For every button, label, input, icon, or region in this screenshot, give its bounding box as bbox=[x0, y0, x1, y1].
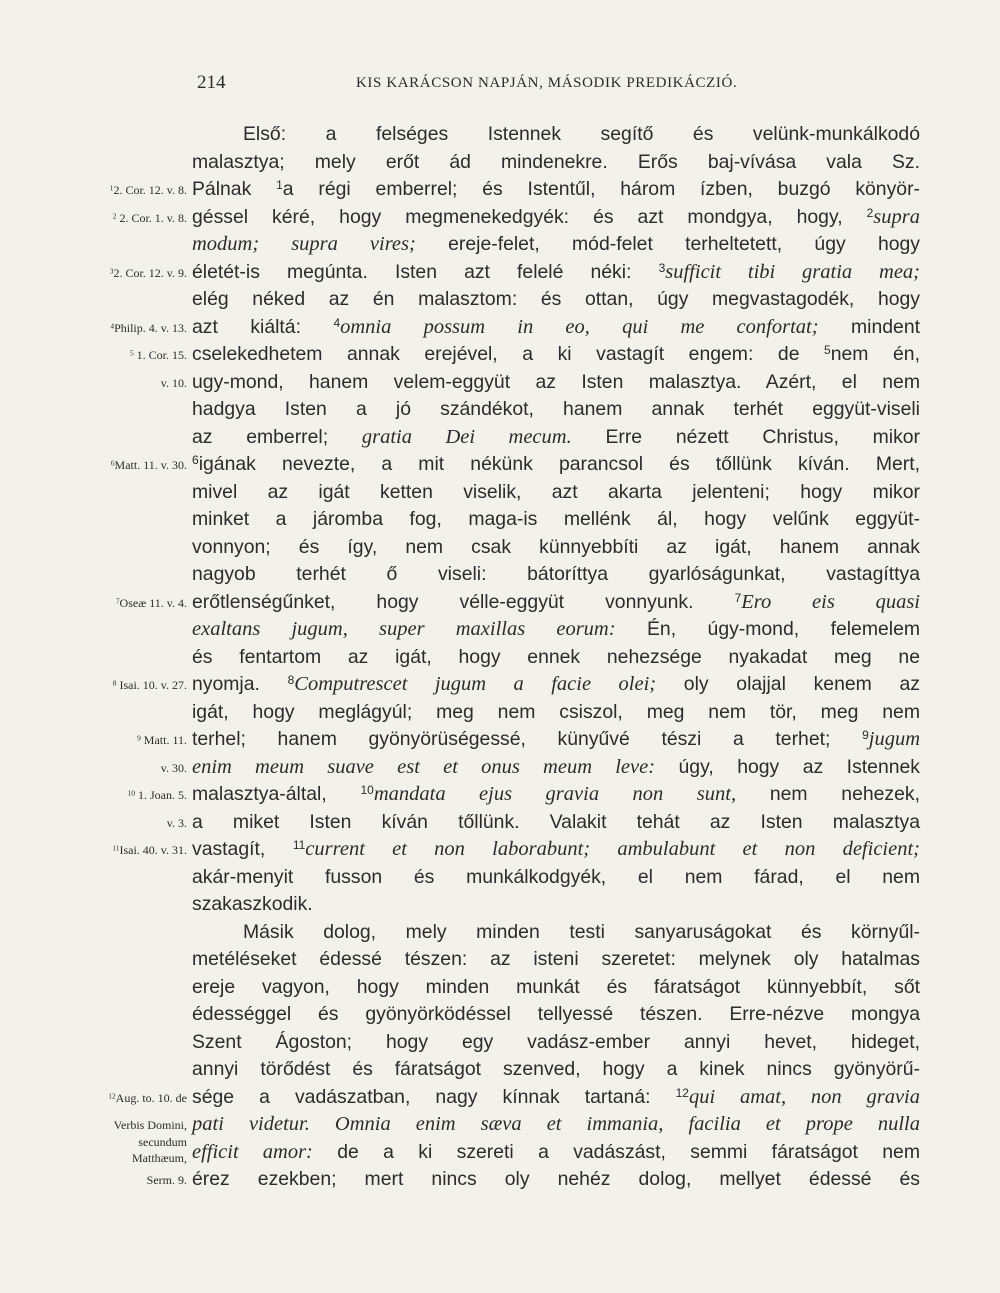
text-line: enim meum suave est et onus meum leve: úgy, hogy az Istennek bbox=[192, 755, 920, 778]
margin-note: $^6$Matt. 11. v. 30. bbox=[110, 458, 187, 472]
running-title: KIS KARÁCSON NAPJÁN, MÁSODIK PREDIKÁCZIÓ. bbox=[356, 75, 738, 91]
text-line: exaltans jugum, super maxillas eorum: Én, úgy-mond, felemelem bbox=[192, 618, 921, 640]
text-line: malasztya-által, $^{10}$mandata ejus gravia non sunt, nem nehezek, bbox=[192, 783, 920, 805]
text-line: azt kiáltá: $^4$omnia possum in eo, qui me confortat; mindent bbox=[192, 315, 921, 338]
text-line: elég néked az én malasztom: és ottan, úgy megvastagodék, hogy bbox=[192, 288, 920, 310]
text-line: és fentartom az igát, hogy ennek nehezsége nyakadat meg ne bbox=[192, 645, 920, 668]
text-line: nagyob terhét ő viseli: bátoríttya gyarlóságunkat, vastagíttya bbox=[192, 563, 920, 585]
page-header bbox=[0, 72, 1000, 98]
margin-note: $^8$ Isai. 10. v. 27. bbox=[112, 678, 187, 692]
text-line: vonnyon; és így, nem csak künnyebbíti az igát, hanem annak bbox=[192, 535, 920, 558]
margin-note: $^{11}$Isai. 40. v. 31. bbox=[112, 843, 187, 857]
text-line: Első: a felséges Istennek segítő és velünk-munkálkodó bbox=[243, 123, 920, 145]
text-line: érez ezekben; mert nincs oly nehéz dolog, mellyet édessé és bbox=[192, 1168, 920, 1190]
margin-note: $^{12}$Aug. to. 10. de bbox=[108, 1090, 187, 1105]
text-line: akár-menyit fusson és munkálkodgyék, el nem fárad, el nem bbox=[192, 865, 920, 888]
margin-note: $^9$ Matt. 11. bbox=[137, 733, 187, 747]
text-line: pati videtur. Omnia enim sæva et immania, facilia et prope nulla bbox=[192, 1113, 920, 1135]
text-line: erőtlenségűnket, hogy vélle-eggyüt vonnyunk. $^7$Ero eis quasi bbox=[192, 590, 920, 613]
margin-note: $^{10}$ 1. Joan. 5. bbox=[127, 788, 187, 802]
text-line: annyi törődést és fáratságot szenved, hogy a kinek nincs gyönyörű- bbox=[192, 1058, 920, 1080]
margin-note: v. 30. bbox=[160, 760, 187, 775]
page-number: 214 bbox=[197, 72, 226, 93]
margin-note: $^7$Oseæ 11. v. 4. bbox=[115, 595, 187, 610]
text-line: géssel kéré, hogy megmenekedgyék: és azt mondgya, hogy, $^2$supra bbox=[192, 205, 920, 228]
margin-note: v. 3. bbox=[166, 815, 187, 830]
margin-note: Matthæum, bbox=[131, 1151, 187, 1165]
text-line: az emberrel; gratia Dei mecum. Erre nézett Christus, mikor bbox=[192, 425, 921, 448]
text-line: cselekedhetem annak erejével, a ki vastagít engem: de $^5$nem én, bbox=[192, 343, 920, 365]
text-line: metéléseket édessé tészen: az isteni szeretet: melynek oly hatalmas bbox=[192, 948, 920, 970]
text-line: édességgel és gyönyörködéssel tellyessé tészen. Erre-nézve mongya bbox=[192, 1003, 920, 1025]
text-line: Szent Ágoston; hogy egy vadász-ember annyi hevet, hideget, bbox=[192, 1030, 920, 1053]
margin-note: $^5$ 1. Cor. 15. bbox=[129, 348, 187, 362]
margin-note: $^1$2. Cor. 12. v. 8. bbox=[109, 183, 187, 197]
text-line: vastagít, $^{11}$current et non laborabunt; ambulabunt et non deficient; bbox=[192, 838, 920, 860]
text-line: mivel az igát ketten viselik, azt akarta jelenteni; hogy mikor bbox=[192, 480, 920, 503]
text-line: a miket Isten kíván tőllünk. Valakit tehát az Isten malasztya bbox=[192, 810, 920, 833]
margin-note: $^4$Philip. 4. v. 13. bbox=[110, 320, 187, 335]
margin-note: $^3$2. Cor. 12. v. 9. bbox=[109, 265, 187, 280]
text-line: minket a járomba fog, maga-is mellénk ál, hogy velűnk eggyüt- bbox=[192, 508, 920, 530]
margin-note: $^2$ 2. Cor. 1. v. 8. bbox=[112, 210, 187, 225]
text-line: modum; supra vires; ereje-felet, mód-felet terheltetett, úgy hogy bbox=[192, 233, 920, 255]
margin-note: secundum bbox=[138, 1134, 187, 1149]
text-line: sége a vadászatban, nagy kínnak tartaná: $^{12}$qui amat, non gravia bbox=[192, 1085, 920, 1108]
margin-note: Serm. 9. bbox=[146, 1173, 187, 1187]
margin-note: v. 10. bbox=[160, 375, 187, 390]
text-line: malasztya; mely erőt ád mindenekre. Erős baj-vívása vala Sz. bbox=[192, 150, 920, 173]
text-line: hadgya Isten a jó szándékot, hanem annak terhét eggyüt-viseli bbox=[192, 398, 920, 420]
text-line: szakaszkodik. bbox=[192, 893, 313, 915]
text-line: igát, hogy meglágyúl; meg nem csiszol, meg nem tör, meg nem bbox=[192, 700, 920, 723]
text-line: $^6$igának nevezte, a mit nékünk parancsol és tőllünk kíván. Mert, bbox=[192, 453, 920, 475]
text-line: efficit amor: de a ki szereti a vadászást, semmi fáratságot nem bbox=[192, 1140, 920, 1163]
margin-note: Verbis Domini, bbox=[113, 1118, 187, 1132]
text-line: ereje vagyon, hogy minden munkát és fáratságot künnyebbít, sőt bbox=[192, 975, 920, 998]
text-line: Másik dolog, mely minden testi sanyaruságokat és környűl- bbox=[243, 920, 920, 943]
text-line: Pálnak $^1$a régi emberrel; és Istentűl, három ízben, buzgó könyör- bbox=[192, 178, 920, 200]
text-line: életét-is megúnta. Isten azt felelé néki: $^3$sufficit tibi gratia mea; bbox=[192, 260, 920, 283]
text-line: ugy-mond, hanem velem-eggyüt az Isten malasztya. Azért, el nem bbox=[192, 370, 920, 393]
text-line: nyomja. $^8$Computrescet jugum a facie olei; oly olajjal kenem az bbox=[192, 673, 920, 695]
text-line: terhel; hanem gyönyörüségessé, künyűvé tészi a terhet; $^9$jugum bbox=[192, 728, 920, 750]
